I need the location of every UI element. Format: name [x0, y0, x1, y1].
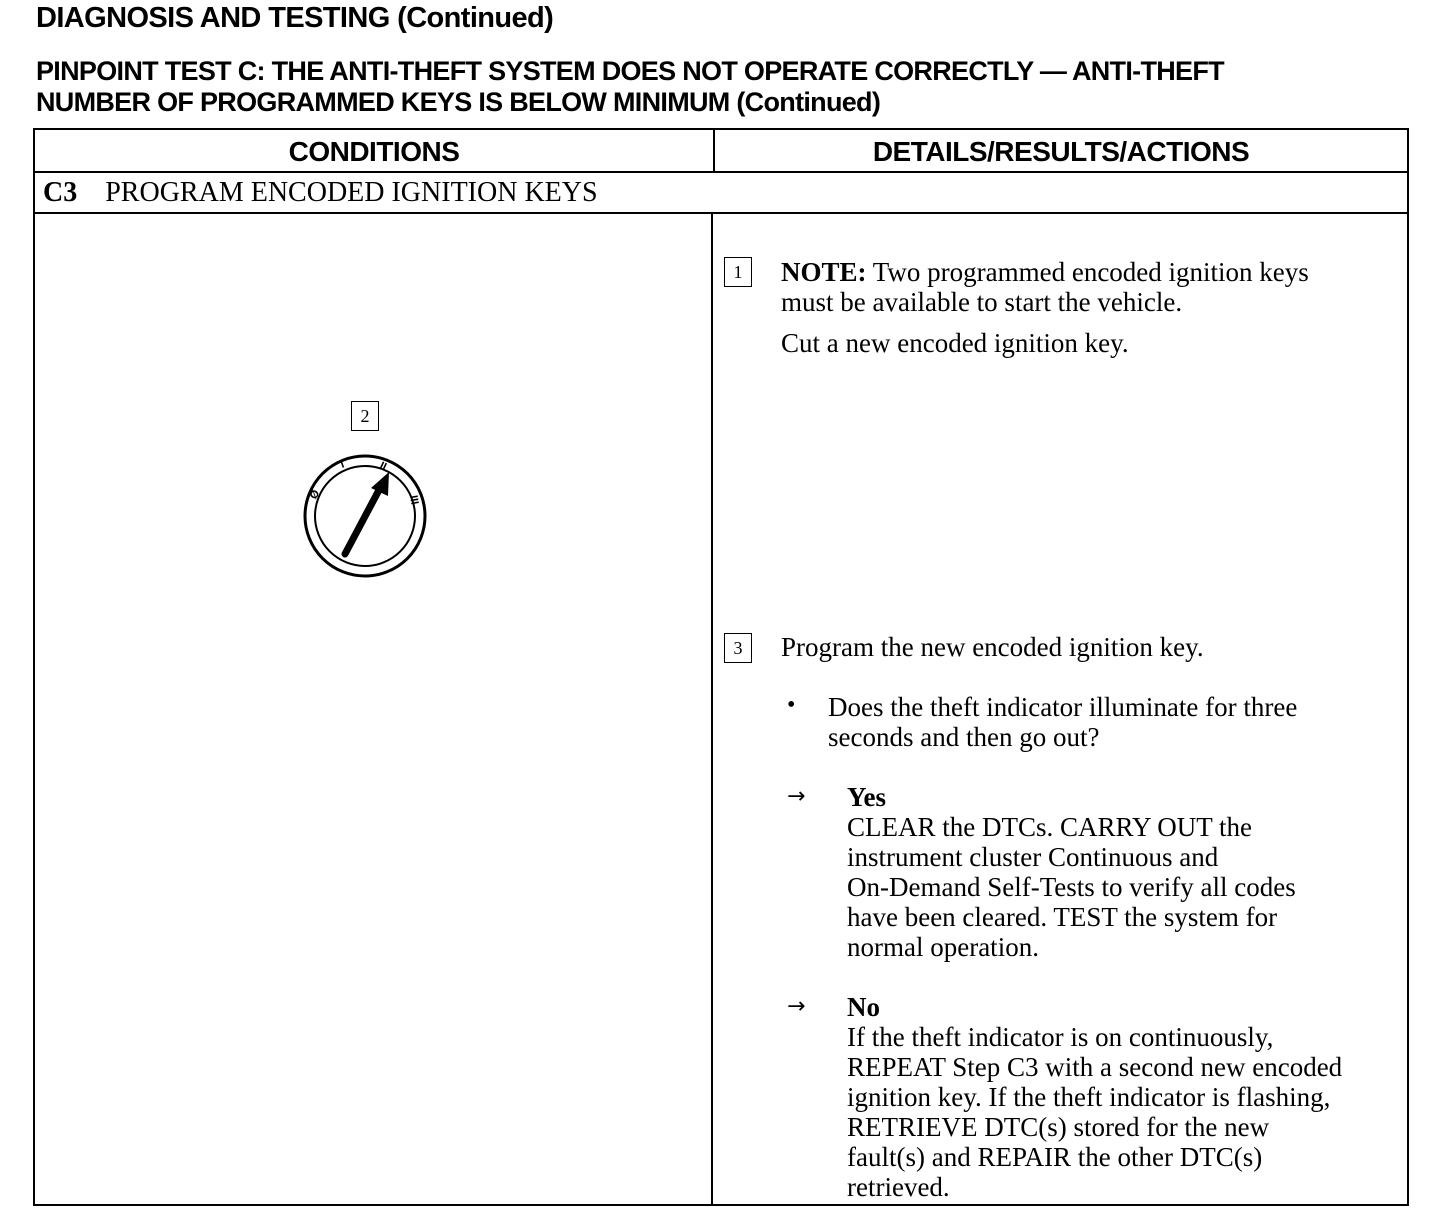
- step-3-action: Program the new encoded ignition key.: [781, 632, 1204, 662]
- step-1-note: [781, 257, 1401, 317]
- step-title: PROGRAM ENCODED IGNITION KEYS: [105, 177, 598, 208]
- step-row-divider: [35, 212, 1407, 214]
- details-column-header: DETAILS/RESULTS/ACTIONS: [872, 136, 1250, 167]
- question-line-1: Does the theft indicator illuminate for three: [828, 692, 1298, 722]
- yes-arrow-icon: →: [787, 784, 806, 809]
- yes-line: have been cleared. TEST the system for: [847, 902, 1278, 932]
- step-1-number: 1: [724, 257, 752, 287]
- step-3-number: 3: [724, 633, 752, 663]
- step-1-action: Cut a new encoded ignition key.: [781, 328, 1129, 358]
- no-result: [847, 992, 1342, 1202]
- position-1: I: [338, 458, 346, 471]
- no-line: If the theft indicator is on continuously,: [847, 1022, 1274, 1052]
- position-3: III: [407, 494, 421, 506]
- no-line: RETRIEVE DTC(s) stored for the new: [847, 1112, 1270, 1142]
- note-line-2: must be available to start the vehicle.: [781, 287, 1183, 317]
- callout-2: 2: [351, 401, 379, 431]
- position-2: II: [377, 459, 389, 474]
- no-line: fault(s) and REPAIR the other DTC(s): [847, 1142, 1263, 1172]
- yes-line: normal operation.: [847, 932, 1039, 962]
- note-label: NOTE:: [781, 257, 867, 287]
- page-heading: DIAGNOSIS AND TESTING (Continued): [36, 2, 554, 34]
- no-line: REPEAT Step C3 with a second new encoded: [847, 1052, 1343, 1082]
- header-row-divider: [35, 171, 1407, 173]
- step-code: C3: [43, 177, 78, 208]
- no-arrow-icon: →: [787, 994, 806, 1019]
- no-line: ignition key. If the theft indicator is flashing,: [847, 1082, 1331, 1112]
- yes-label: Yes: [847, 782, 886, 812]
- no-line: retrieved.: [847, 1172, 950, 1202]
- test-title-line-1: PINPOINT TEST C: THE ANTI-THEFT SYSTEM DOES NOT OPERATE CORRECTLY — ANTI-THEFT: [36, 56, 1224, 86]
- position-off: Ø: [307, 487, 323, 502]
- step-row: [43, 174, 598, 212]
- question-bullet: •: [787, 692, 796, 718]
- test-title: [36, 56, 1224, 118]
- no-label: No: [847, 992, 880, 1022]
- column-divider-body: [711, 214, 713, 1204]
- question-line-2: seconds and then go out?: [828, 722, 1100, 752]
- conditions-column-header: CONDITIONS: [288, 136, 460, 167]
- pinpoint-test-table: [33, 128, 1409, 1206]
- yes-line: CLEAR the DTCs. CARRY OUT the: [847, 812, 1253, 842]
- yes-line: On-Demand Self-Tests to verify all codes: [847, 872, 1296, 902]
- yes-result: [847, 782, 1296, 962]
- yes-line: instrument cluster Continuous and: [847, 842, 1219, 872]
- note-line-1: Two programmed encoded ignition keys: [872, 257, 1309, 287]
- step-3-question: [828, 692, 1297, 752]
- test-title-line-2: NUMBER OF PROGRAMMED KEYS IS BELOW MINIMUM (Continued): [36, 87, 881, 117]
- ignition-switch-icon: [295, 446, 435, 586]
